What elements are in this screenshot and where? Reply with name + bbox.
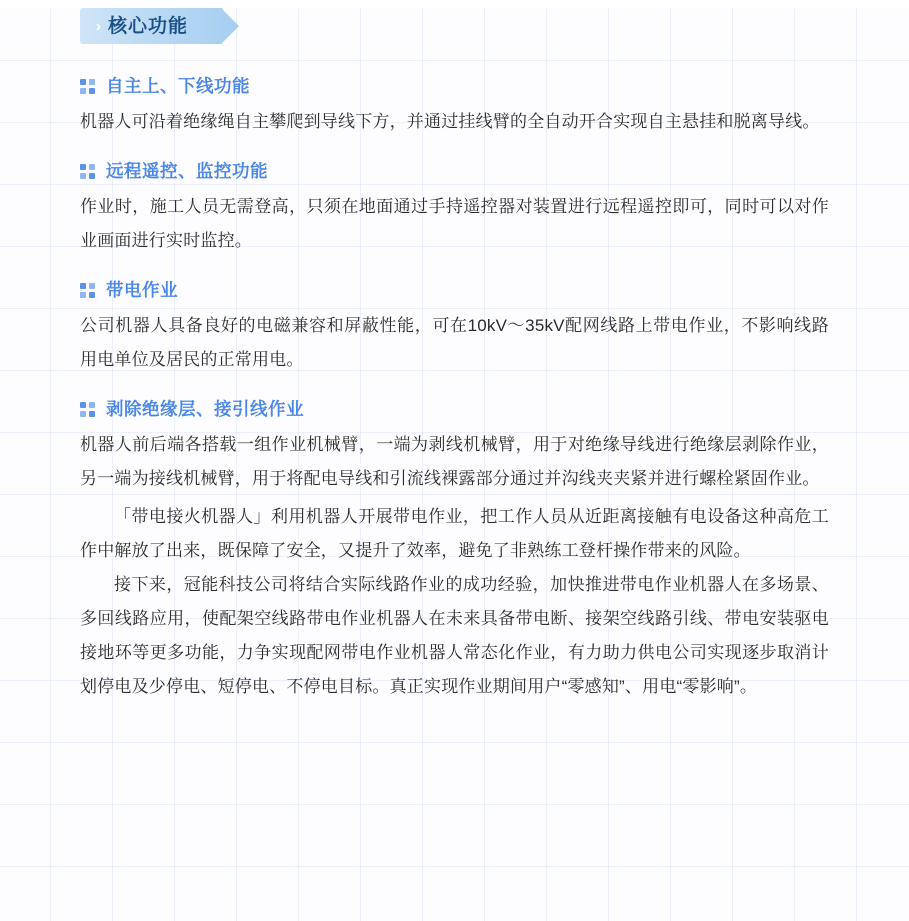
feature-heading: 带电作业	[106, 280, 178, 300]
feature-heading-row	[80, 280, 829, 301]
feature-block	[80, 76, 829, 139]
feature-heading: 远程遥控、监控功能	[106, 161, 268, 181]
feature-heading: 剥除绝缘层、接引线作业	[106, 399, 304, 419]
section-title: 核心功能	[108, 15, 189, 37]
feature-heading-row	[80, 399, 829, 420]
feature-block	[80, 280, 829, 377]
feature-body: 机器人可沿着绝缘绳自主攀爬到导线下方，并通过挂线臂的全自动开合实现自主悬挂和脱离导线。	[80, 112, 820, 131]
feature-heading-row	[80, 76, 829, 97]
grid-squares-icon	[80, 402, 95, 417]
feature-body: 机器人前后端各搭载一组作业机械臂，一端为剥线机械臂，用于对绝缘导线进行绝缘层剥除作业，另一端为接线机械臂，用于将配电导线和引流线裸露部分通过并沟线夹夹紧并进行螺栓紧固作业。	[80, 435, 829, 488]
feature-heading-row	[80, 161, 829, 182]
closing-paragraph-1: 「带电接火机器人」利用机器人开展带电作业，把工作人员从近距离接触有电设备这种高危工作中解放了出来，既保障了安全，又提升了效率，避免了非熟练工登杆操作带来的风险。	[80, 507, 829, 560]
closing-paragraphs	[80, 500, 829, 704]
closing-paragraph-2: 接下来，冠能科技公司将结合实际线路作业的成功经验，加快推进带电作业机器人在多场景、多回线路应用，使配架空线路带电作业机器人在未来具备带电断、接架空线路引线、带电安装驱电接地环等更多功能，力争实现配网带电作业机器人常态化作业，有力助力供电公司实现逐步取消计划停电及少停电、短停电、不停电目标。真正实现作业期间用户“零感知”、用电“零影响”。	[80, 575, 829, 696]
section-ribbon-wrapper	[80, 8, 909, 48]
chevron-right-icon: ›	[96, 17, 101, 35]
feature-heading: 自主上、下线功能	[106, 76, 250, 96]
feature-body: 公司机器人具备良好的电磁兼容和屏蔽性能，可在10kV～35kV配网线路上带电作业，不影响线路用电单位及居民的正常用电。	[80, 316, 829, 369]
section-ribbon	[80, 8, 222, 44]
grid-squares-icon	[80, 283, 95, 298]
article-page	[0, 8, 909, 921]
grid-squares-icon	[80, 79, 95, 94]
feature-body: 作业时，施工人员无需登高，只须在地面通过手持遥控器对装置进行远程遥控即可，同时可以对作业画面进行实时监控。	[80, 197, 829, 250]
article-content	[80, 48, 829, 704]
feature-block	[80, 399, 829, 496]
feature-block	[80, 161, 829, 258]
grid-squares-icon	[80, 164, 95, 179]
